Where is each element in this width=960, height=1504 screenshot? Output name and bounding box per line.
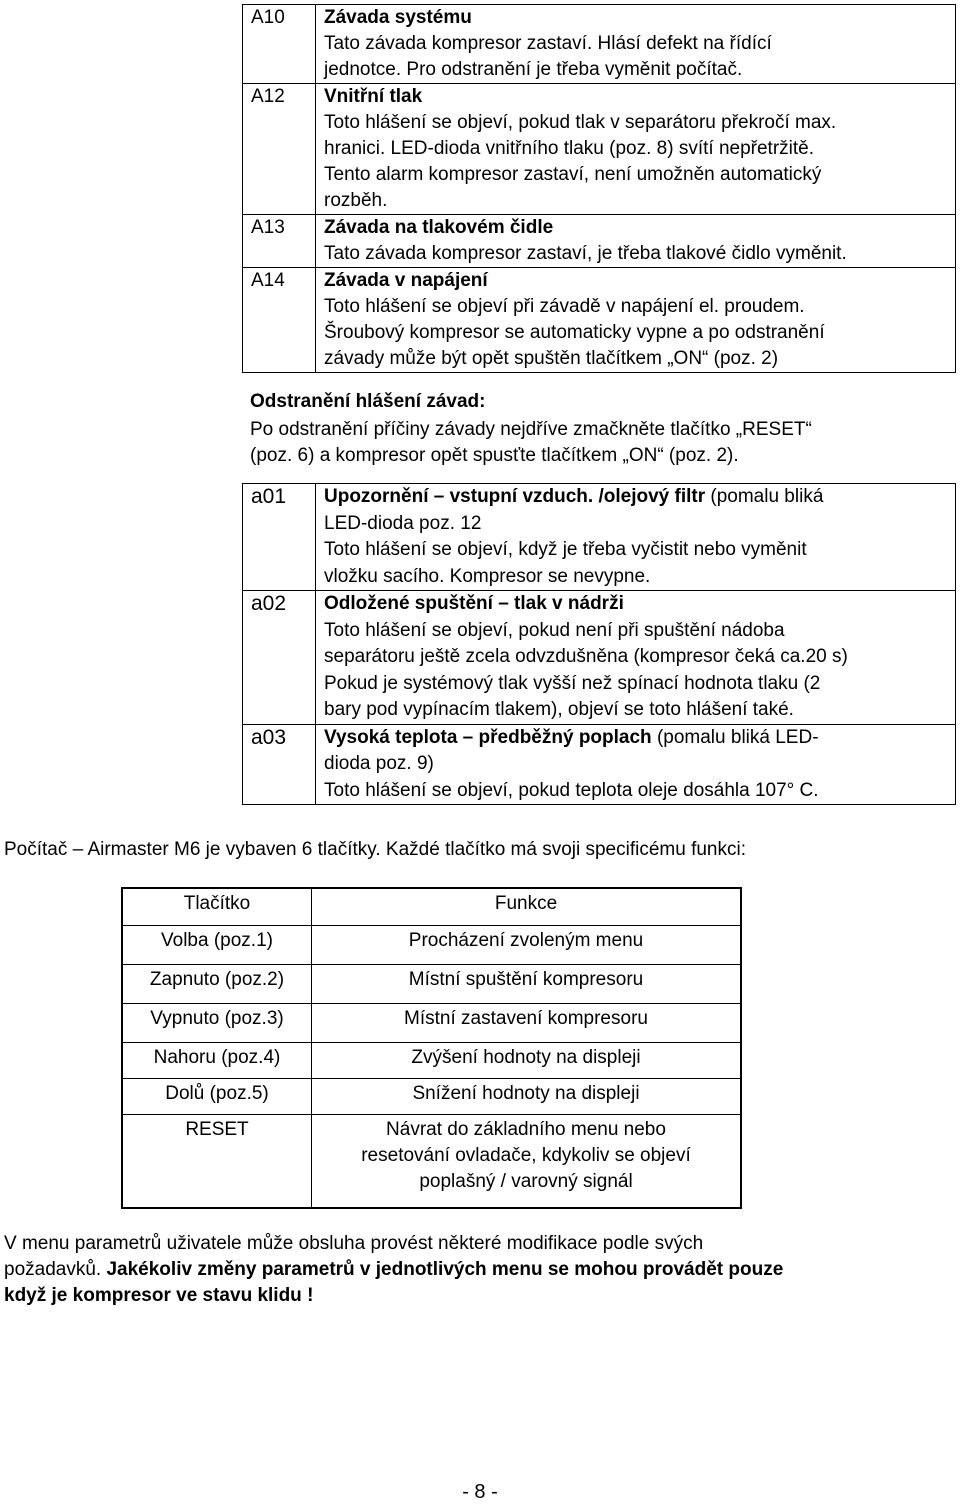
table-row (122, 926, 741, 965)
warning-code: a03 (243, 724, 316, 805)
fault-code: A13 (243, 215, 316, 268)
fault-code: A14 (243, 268, 316, 373)
fault-line: Šroubový kompresor se automaticky vypne a po odstranění (324, 322, 825, 343)
warning-line: dioda poz. 9) (324, 753, 434, 774)
menu-text-line: požadavků. (4, 1259, 107, 1280)
fault-table (242, 4, 956, 373)
table-row (243, 84, 956, 215)
warning-title-note: (pomalu bliká LED- (651, 726, 819, 748)
header-function: Funkce (312, 888, 742, 926)
table-row (243, 724, 956, 805)
menu-parameters-text (4, 1231, 954, 1309)
removal-heading: Odstranění hlášení závad: (250, 391, 486, 412)
warning-code: a02 (243, 591, 316, 725)
fault-line: Toto hlášení se objeví při závadě v napájení el. proudem. (324, 296, 805, 317)
fault-title: Závada v napájení (324, 270, 488, 291)
fault-line: závady může být opět spuštěn tlačítkem „ON“ (poz. 2) (324, 348, 779, 369)
fault-description (316, 268, 956, 373)
fault-title: Závada na tlakovém čidle (324, 217, 554, 238)
warning-title-note: (pomalu bliká (705, 486, 824, 507)
menu-text-line: V menu parametrů uživatele může obsluha provést některé modifikace podle svých (4, 1233, 704, 1254)
warning-title-bold: Vysoká teplota – předběžný poplach (324, 726, 652, 748)
button-function: Místní zastavení kompresoru (312, 1004, 742, 1043)
fault-line: hranici. LED-dioda vnitřního tlaku (poz. 8) svítí nepřetržitě. (324, 138, 815, 159)
button-name: Nahoru (poz.4) (122, 1043, 312, 1079)
fault-line: Tato závada kompresor zastaví, je třeba tlakové čidlo vyměnit. (324, 243, 847, 264)
warning-line: vložku sacího. Kompresor se nevypne. (324, 565, 651, 587)
warning-line: Toto hlášení se objeví, když je třeba vyčistit nebo vyměnit (324, 539, 807, 560)
warning-line: LED-dioda poz. 12 (324, 512, 482, 534)
table-row (243, 591, 956, 725)
button-name: Dolů (poz.5) (122, 1079, 312, 1115)
warning-line: Pokud je systémový tlak vyšší než spínací hodnota tlaku (2 (324, 672, 821, 694)
fault-description (316, 215, 956, 268)
function-line: Návrat do základního menu nebo (386, 1119, 666, 1140)
warning-title (324, 484, 951, 511)
fault-code: A12 (243, 84, 316, 215)
warning-title-bold: Upozornění – vstupní vzduch. /olejový filtr (324, 486, 706, 507)
table-row (243, 215, 956, 268)
table-row (243, 268, 956, 373)
fault-line: jednotce. Pro odstranění je třeba vyměnit počítač. (324, 59, 743, 80)
table-row (122, 1115, 741, 1209)
warning-description (316, 724, 956, 805)
table-header-row (122, 888, 741, 926)
table-row (122, 965, 741, 1004)
table-row (122, 1043, 741, 1079)
warning-line: separátoru ještě zcela odvzdušněna (kompresor čeká ca.20 s) (324, 646, 848, 667)
fault-line: Toto hlášení se objeví, pokud tlak v separátoru překročí max. (324, 112, 837, 133)
warning-description (316, 591, 956, 725)
table-row (122, 1004, 741, 1043)
function-line: resetování ovladače, kdykoliv se objeví (361, 1145, 691, 1166)
button-name: RESET (122, 1115, 312, 1209)
buttons-table (121, 887, 742, 1209)
table-row (243, 5, 956, 84)
fault-line: rozběh. (324, 190, 388, 211)
fault-title: Závada systému (324, 7, 472, 28)
fault-description (316, 5, 956, 84)
removal-line: (poz. 6) a kompresor opět spusťte tlačítkem „ON“ (poz. 2). (250, 445, 739, 466)
button-function (312, 1115, 742, 1209)
button-function: Zvýšení hodnoty na displeji (312, 1043, 742, 1079)
fault-code: A10 (243, 5, 316, 84)
intro-text: Počítač – Airmaster M6 je vybaven 6 tlačítky. Každé tlačítko má svoji specificému funkci: (4, 839, 747, 860)
button-function: Snížení hodnoty na displeji (312, 1079, 742, 1115)
removal-text (250, 417, 950, 469)
button-name: Volba (poz.1) (122, 926, 312, 965)
fault-description (316, 84, 956, 215)
button-function: Místní spuštění kompresoru (312, 965, 742, 1004)
warning-line: bary pod vypínacím tlakem), objeví se toto hlášení také. (324, 699, 794, 720)
fault-title: Vnitřní tlak (324, 86, 423, 107)
table-row (243, 484, 956, 591)
removal-line: Po odstranění příčiny závady nejdříve zmačkněte tlačítko „RESET“ (250, 419, 812, 440)
warning-line: Toto hlášení se objeví, pokud není při spuštění nádoba (324, 619, 785, 641)
function-line: poplašný / varovný signál (419, 1171, 633, 1192)
menu-text-bold: když je kompresor ve stavu klidu ! (4, 1285, 314, 1306)
warning-title (324, 591, 951, 618)
header-button: Tlačítko (122, 888, 312, 926)
button-name: Vypnuto (poz.3) (122, 1004, 312, 1043)
warning-table (242, 483, 956, 805)
fault-line: Tato závada kompresor zastaví. Hlásí defekt na řídící (324, 33, 772, 54)
warning-description (316, 484, 956, 591)
button-name: Zapnuto (poz.2) (122, 965, 312, 1004)
fault-line: Tento alarm kompresor zastaví, není umožněn automatický (324, 164, 822, 185)
table-row (122, 1079, 741, 1115)
warning-title-bold: Odložené spuštění – tlak v nádrži (324, 593, 624, 614)
page-number: - 8 - (462, 1481, 498, 1503)
warning-title (324, 725, 951, 752)
warning-code: a01 (243, 484, 316, 591)
button-function: Procházení zvoleným menu (312, 926, 742, 965)
warning-line: Toto hlášení se objeví, pokud teplota oleje dosáhla 107° C. (324, 779, 819, 801)
menu-text-bold: Jakékoliv změny parametrů v jednotlivých menu se mohou provádět pouze (106, 1259, 784, 1280)
